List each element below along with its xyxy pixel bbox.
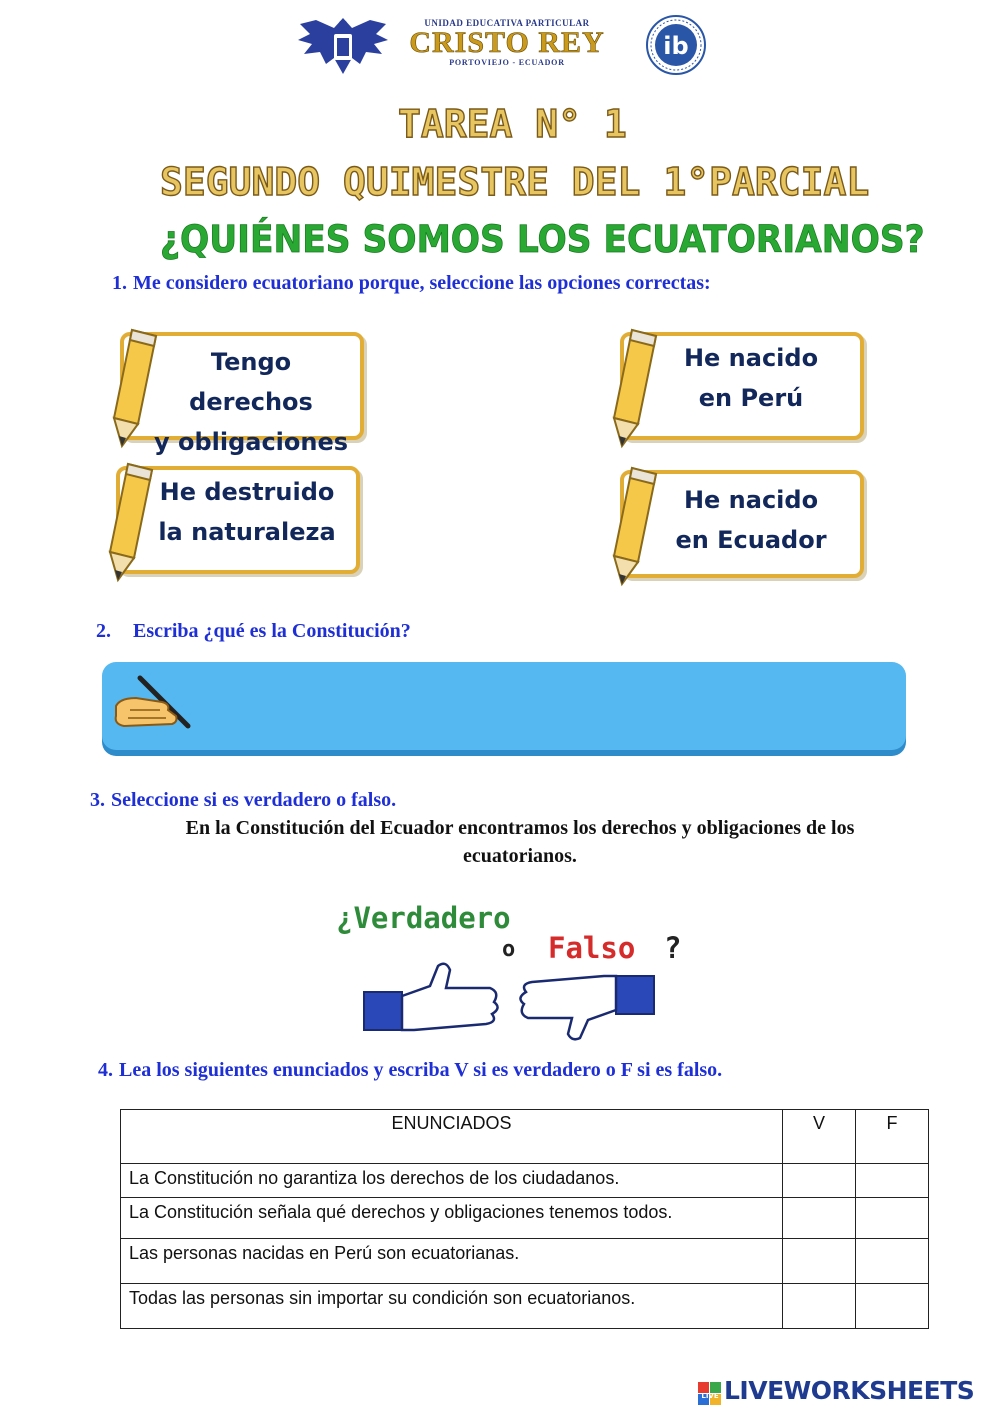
question-mark: ? (664, 931, 682, 965)
answer-cell-f[interactable] (856, 1198, 929, 1239)
verdadero-word: ¿Verdadero (336, 901, 511, 935)
answer-cell-v[interactable] (783, 1239, 856, 1284)
question-2-number: 2. (96, 620, 111, 642)
question-1-number: 1. (112, 272, 127, 294)
header-v: V (783, 1110, 856, 1164)
school-name-line1: UNIDAD EDUCATIVA PARTICULAR (424, 18, 590, 28)
liveworksheets-badge-icon (698, 1382, 722, 1406)
header-f: F (856, 1110, 929, 1164)
question-4-text: Lea los siguientes enunciados y escriba V si es verdadero o F si es falso. (119, 1059, 723, 1081)
answer-cell-f[interactable] (856, 1239, 929, 1284)
table-row (121, 1164, 929, 1198)
answer-cell-v[interactable] (783, 1164, 856, 1198)
answer-input-constitucion[interactable] (102, 662, 906, 750)
question-3 (90, 789, 396, 812)
writing-hand-icon (110, 672, 200, 734)
falso-word: Falso (548, 931, 636, 965)
option-line1: He destruido (159, 478, 335, 506)
statement-line2: ecuatorianos. (463, 845, 577, 867)
question-1 (112, 272, 711, 295)
ib-label: ib (663, 32, 689, 60)
question-2 (96, 620, 411, 643)
option-line2: la naturaleza (158, 518, 336, 546)
verdadero-falso-image (334, 896, 684, 1042)
thumbs-down-icon (520, 976, 654, 1039)
school-name-line2: CRISTO REY (409, 26, 605, 59)
header-enunciados: ENUNCIADOS (121, 1110, 783, 1164)
title-main-question: ¿QUIÉNES SOMOS LOS ECUATORIANOS? (160, 218, 925, 261)
question-3-statement (120, 814, 920, 870)
option-text (142, 472, 352, 552)
title-quimestre: SEGUNDO QUIMESTRE DEL 1°PARCIAL (160, 160, 870, 204)
option-line1: Tengo derechos (189, 348, 313, 416)
option-line2: en Perú (698, 384, 804, 412)
liveworksheets-footer (698, 1376, 994, 1410)
liveworksheets-brand: LIVEWORKSHEETS (724, 1376, 975, 1405)
answer-cell-f[interactable] (856, 1284, 929, 1329)
row-statement: La Constitución señala qué derechos y obligaciones tenemos todos. (121, 1198, 783, 1239)
table-header-row (121, 1110, 929, 1164)
statement-line1: En la Constitución del Ecuador encontramos los derechos y obligaciones de los (185, 817, 855, 839)
ib-logo (628, 14, 728, 76)
option-line2: y obligaciones (153, 428, 349, 456)
thumbs-up-icon (364, 964, 498, 1030)
option-line1: He nacido (683, 486, 819, 514)
table-row (121, 1198, 929, 1239)
option-card-derechos[interactable] (98, 324, 368, 456)
table-row (121, 1239, 929, 1284)
row-statement: Todas las personas sin importar su condición son ecuatorianos. (121, 1284, 783, 1329)
option-card-destruido[interactable] (94, 458, 364, 583)
question-3-number: 3. (90, 789, 105, 811)
o-word: o (502, 937, 516, 962)
question-3-text: Seleccione si es verdadero o falso. (111, 789, 397, 811)
answer-cell-f[interactable] (856, 1164, 929, 1198)
school-crest-logo (296, 14, 390, 78)
school-name (398, 18, 616, 67)
statements-table (120, 1109, 929, 1329)
option-line2: en Ecuador (675, 526, 827, 554)
table-row (121, 1284, 929, 1329)
question-4 (98, 1059, 722, 1082)
option-card-nacido-ecuador[interactable] (598, 462, 868, 587)
badge-text: LIVE (701, 1392, 719, 1400)
option-card-nacido-peru[interactable] (598, 324, 868, 449)
school-name-line3: PORTOVIEJO - ECUADOR (449, 58, 565, 67)
option-text (646, 480, 856, 560)
row-statement: La Constitución no garantiza los derechos de los ciudadanos. (121, 1164, 783, 1198)
option-line1: He nacido (683, 344, 819, 372)
title-tarea: TAREA N° 1 (398, 102, 627, 146)
answer-cell-v[interactable] (783, 1198, 856, 1239)
question-2-text: Escriba ¿qué es la Constitución? (133, 620, 411, 642)
row-statement: Las personas nacidas en Perú son ecuatorianas. (121, 1239, 783, 1284)
option-text (146, 342, 356, 462)
option-text (646, 338, 856, 418)
question-1-text: Me considero ecuatoriano porque, seleccione las opciones correctas: (133, 272, 711, 294)
question-4-number: 4. (98, 1059, 113, 1081)
answer-cell-v[interactable] (783, 1284, 856, 1329)
